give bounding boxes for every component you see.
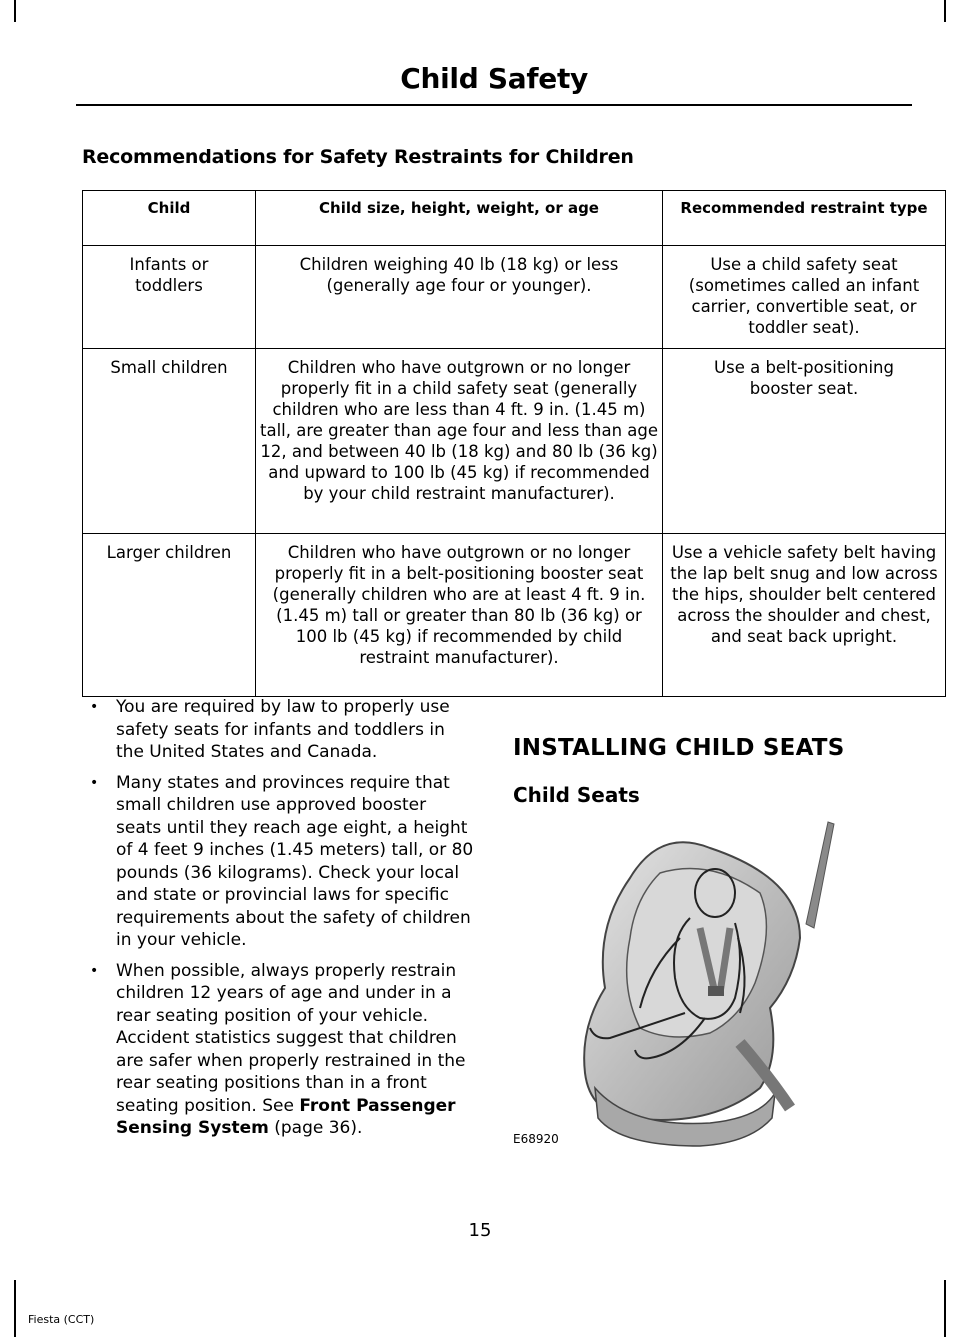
installing-heading: INSTALLING CHILD SEATS	[513, 735, 845, 761]
page-reference: (page 36).	[274, 1118, 363, 1138]
notes-list	[90, 696, 476, 1148]
page-number: 15	[468, 1220, 492, 1241]
crop-mark	[944, 0, 946, 22]
list-item	[90, 960, 476, 1140]
page-title: Child Safety	[400, 62, 588, 95]
header-divider	[76, 104, 912, 106]
section-heading: Recommendations for Safety Restraints for Children	[82, 146, 634, 168]
table-cell: Use a vehicle safety belt having the lap belt snug and low across the hips, shoulder belt centered across the shoulder and chest, and seat back upright.	[663, 534, 946, 697]
column-header: Recommended restraint type	[663, 191, 946, 246]
table-cell: Use a child safety seat (sometimes called an infant carrier, convertible seat, or toddler seat).	[663, 246, 946, 349]
table-cell: Children who have outgrown or no longer properly fit in a belt-positioning booster seat (generally children who are at least 4 ft. 9 in. (1.45 m) tall or greater than 80 lb (36 kg) or 100 lb (45 kg) if recommended by child restraint manufacturer).	[256, 534, 663, 697]
cross-reference-link[interactable]: Front Passenger Sensing System	[116, 1095, 456, 1138]
table-cell: Small children	[83, 349, 256, 534]
table-row	[83, 246, 946, 349]
column-header: Child	[83, 191, 256, 246]
figure-code: E68920	[513, 1132, 559, 1146]
list-item: • You are required by law to properly use safety seats for infants and toddlers in the United States and Canada.	[90, 696, 476, 764]
table-cell: Children weighing 40 lb (18 kg) or less (generally age four or younger).	[256, 246, 663, 349]
list-item: • Many states and provinces require that small children use approved booster seats until they reach age eight, a height of 4 feet 9 inches (1.45 meters) tall, or 80 pounds (36 kilograms). Check your local and state or provincial laws for specific requirements about the safety of children in your vehicle.	[90, 772, 476, 952]
table-cell: Infants or toddlers	[83, 246, 256, 349]
table-cell: Larger children	[83, 534, 256, 697]
table-row	[83, 534, 946, 697]
crop-mark	[14, 1280, 16, 1337]
column-header: Child size, height, weight, or age	[256, 191, 663, 246]
table-row	[83, 349, 946, 534]
crop-mark	[14, 0, 16, 22]
crop-mark	[944, 1280, 946, 1337]
footer-model: Fiesta (CCT)	[28, 1313, 95, 1326]
restraints-table	[82, 190, 946, 697]
table-cell: Use a belt-positioning booster seat.	[663, 349, 946, 534]
child-seats-subheading: Child Seats	[513, 783, 640, 807]
table-cell: Children who have outgrown or no longer properly fit in a child safety seat (generally children who are less than 4 ft. 9 in. (1.45 m) tall, are greater than age four and less than age 12, and between 40 lb (18 kg) and 80 lb (36 kg) and upward to 100 lb (45 kg) if recommended by your child restraint manufacturer).	[256, 349, 663, 534]
note-text: When possible, always properly restrain children 12 years of age and under in a rear seating position of your vehicle. Accident statistics suggest that children are safer when properly restrained in the rear seating positions than in a front seating position. See	[116, 960, 466, 1116]
child-seat-illustration	[510, 818, 840, 1148]
table-header-row	[83, 191, 946, 246]
